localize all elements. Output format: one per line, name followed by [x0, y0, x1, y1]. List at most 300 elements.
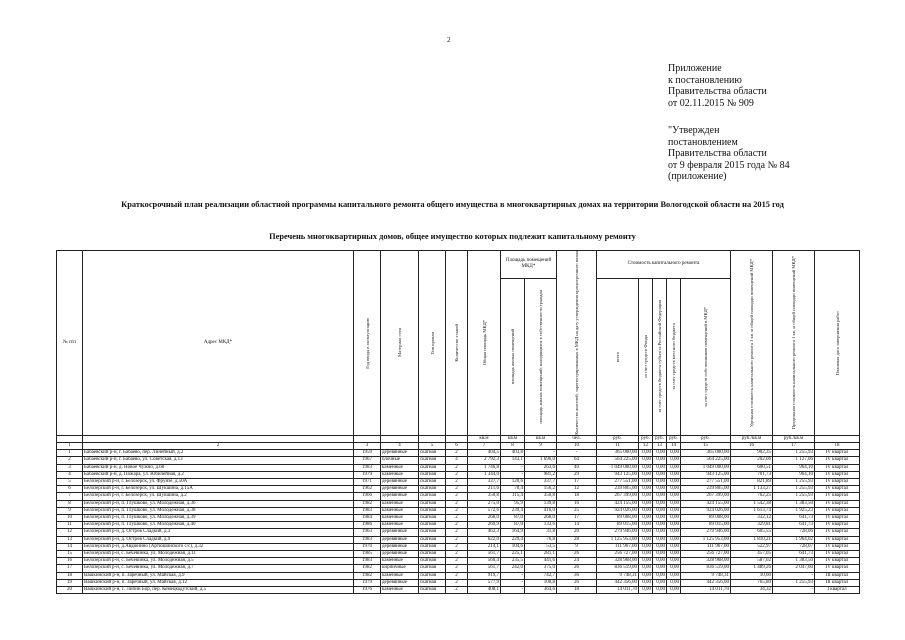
- table-cell: 268,0: [468, 515, 501, 522]
- table-cell: 1982: [354, 565, 381, 572]
- table-row: [57, 536, 860, 543]
- table-cell: 1 255,93: [773, 486, 815, 493]
- table-cell: 1 613,74: [731, 507, 773, 514]
- table-cell: скатная: [419, 464, 446, 471]
- table-cell: Бабаевский р-н, д. Новое Чужно, д.68: [83, 464, 354, 471]
- approved-note: [668, 125, 790, 183]
- table-cell: 1 255,93: [773, 579, 815, 586]
- table-cell: 1967: [354, 457, 381, 464]
- table-cell: скатная: [419, 515, 446, 522]
- table-cell: Белозерский р-н, п. Глушково, ул. Молодежная, д.36: [83, 500, 354, 507]
- table-cell: 0,00: [653, 536, 667, 543]
- table-cell: скатная: [419, 565, 446, 572]
- table-cell: 924 026,00: [681, 507, 731, 514]
- table-cell: каменные: [381, 572, 419, 579]
- table-cell: 2: [446, 587, 468, 594]
- table-cell: 462,3: [468, 529, 501, 536]
- table-row: [57, 493, 860, 500]
- table-cell: 0,00: [653, 500, 667, 507]
- table-cell: 365 000,00: [681, 450, 731, 457]
- table-cell: 20: [57, 587, 83, 594]
- table-cell: 1 133,27: [731, 486, 773, 493]
- table-cell: каменные: [381, 587, 419, 594]
- table-cell: 3: [57, 464, 83, 471]
- table-cell: 337,7: [525, 478, 557, 485]
- table-cell: 111 967,00: [681, 543, 731, 550]
- table-cell: скатная: [419, 529, 446, 536]
- document-subtitle: Перечень многоквартирных домов, общее имущество которых подлежит капитальному ремонту: [269, 232, 636, 241]
- table-cell: 1983: [354, 464, 381, 471]
- unit-cell: [354, 435, 381, 442]
- table-cell: 235,5: [501, 558, 525, 565]
- table-cell: 0,00: [653, 529, 667, 536]
- table-cell: 350,8: [525, 493, 557, 500]
- table-cell: деревянные: [381, 551, 419, 558]
- table-cell: 2: [446, 507, 468, 514]
- table-cell: 29: [557, 471, 597, 478]
- table-cell: 457,05: [731, 551, 773, 558]
- table-cell: 1 383,50: [773, 558, 815, 565]
- column-index-cell: 11: [597, 442, 639, 449]
- table-cell: скатная: [419, 579, 446, 586]
- column-index-cell: 18: [815, 442, 860, 449]
- table-row: [57, 529, 860, 536]
- table-cell: 641,73: [773, 522, 815, 529]
- table-cell: 24: [557, 558, 597, 565]
- table-cell: 2 792,3: [468, 457, 501, 464]
- repair-plan-table: [56, 250, 860, 594]
- table-cell: 1985: [354, 551, 381, 558]
- table-cell: 587,02: [731, 558, 773, 565]
- table-cell: скатная: [419, 478, 446, 485]
- table-cell: 20: [557, 529, 597, 536]
- document-title: Краткосрочный план реализации областной программы капитального ремонта общего имущества в многоквартирных домах на территории Вологодской области на 2015 год: [121, 200, 784, 209]
- table-cell: 2 047,60: [773, 565, 815, 572]
- table-cell: 2: [446, 464, 468, 471]
- table-cell: 17: [557, 515, 597, 522]
- table-cell: деревянные: [381, 529, 419, 536]
- table-cell: Бабаевский р-н, д. Пожара, ул. Юбилейная, д.2: [83, 471, 354, 478]
- table-cell: 0,00: [639, 486, 653, 493]
- table-cell: 10,60: [731, 572, 773, 579]
- unit-cell: кв.м: [468, 435, 501, 442]
- table-cell: IV квартал: [815, 486, 860, 493]
- table-row: [57, 515, 860, 522]
- table-cell: 0,00: [639, 507, 653, 514]
- table-row: [57, 551, 860, 558]
- table-cell: 89 015,00: [681, 522, 731, 529]
- table-cell: 0,00: [653, 579, 667, 586]
- table-cell: 0,00: [653, 450, 667, 457]
- table-cell: 0,00: [653, 493, 667, 500]
- table-cell: 34,32: [731, 587, 773, 594]
- table-cell: 408,1: [468, 587, 501, 594]
- unit-cell: руб.: [639, 435, 653, 442]
- header-address: Адрес МКД*: [83, 251, 354, 436]
- table-cell: 605,55: [731, 529, 773, 536]
- table-cell: 577,9: [468, 579, 501, 586]
- table-cell: 256 727,00: [681, 551, 731, 558]
- approval-line: Приложение: [668, 63, 722, 74]
- table-cell: 0,00: [667, 507, 681, 514]
- table-cell: 1 255,93: [773, 478, 815, 485]
- header-cost-fund: за счет средств Фонда: [639, 278, 653, 435]
- unit-cell: руб./кв.м: [773, 435, 815, 442]
- table-cell: 365 000,00: [597, 450, 639, 457]
- approval-line: от 02.11.2015 № 909: [668, 97, 754, 109]
- table-cell: 1 255,93: [773, 493, 815, 500]
- table-cell: 15: [57, 551, 83, 558]
- table-cell: деревянные: [381, 478, 419, 485]
- table-cell: 1986: [354, 522, 381, 529]
- table-cell: 0,00: [653, 565, 667, 572]
- approved-line: (приложение): [668, 171, 727, 183]
- table-cell: -: [501, 572, 525, 579]
- table-row: [57, 450, 860, 457]
- table-cell: 0,00: [667, 493, 681, 500]
- table-cell: 64: [557, 457, 597, 464]
- table-cell: 424 155,00: [681, 500, 731, 507]
- table-cell: 17: [557, 478, 597, 485]
- table-cell: 1: [57, 450, 83, 457]
- table-cell: 600,51: [731, 464, 773, 471]
- table-cell: блочные: [381, 457, 419, 464]
- header-area-owned: площадь жилых помещений, находящихся в собственности граждан: [525, 278, 557, 435]
- table-cell: 442 356,00: [597, 579, 639, 586]
- table-cell: 0,00: [653, 464, 667, 471]
- table-cell: скатная: [419, 471, 446, 478]
- table-cell: деревянные: [381, 450, 419, 457]
- table-cell: 404,5: [468, 450, 501, 457]
- table-cell: IV квартал: [815, 507, 860, 514]
- table-cell: 0,00: [653, 478, 667, 485]
- table-cell: 4: [446, 457, 468, 464]
- table-cell: 522,97: [731, 543, 773, 550]
- table-cell: IV квартал: [815, 543, 860, 550]
- table-cell: 76,8: [525, 536, 557, 543]
- table-cell: 14: [557, 522, 597, 529]
- table-cell: Белозерский р-н, п. Глушково, ул. Молодежная, д.40: [83, 522, 354, 529]
- table-cell: 1982: [354, 572, 381, 579]
- table-cell: 5: [57, 478, 83, 485]
- table-cell: 1983: [354, 536, 381, 543]
- table-cell: Белозерский р-н, г. Белозерск, ул. Фрунзе, д.50А: [83, 478, 354, 485]
- table-cell: -: [773, 572, 815, 579]
- table-cell: 1 964,02: [773, 536, 815, 543]
- header-unit-cost: Удельная стоимость капитального ремонта 1 кв. м общей площади помещений МКД*: [731, 251, 773, 436]
- table-cell: 18: [557, 493, 597, 500]
- table-row: [57, 464, 860, 471]
- table-cell: 1 049 000,00: [597, 464, 639, 471]
- table-cell: 2: [446, 471, 468, 478]
- table-cell: 87,0: [501, 515, 525, 522]
- table-cell: 424 155,00: [597, 500, 639, 507]
- table-cell: 0,00: [667, 558, 681, 565]
- table-cell: 0,00: [639, 493, 653, 500]
- table-cell: скатная: [419, 551, 446, 558]
- table-cell: 572,6: [468, 507, 501, 514]
- table-cell: 1 255,93: [773, 450, 815, 457]
- table-cell: 441,6: [525, 558, 557, 565]
- table-cell: 1970: [354, 543, 381, 550]
- table-cell: 0,00: [667, 529, 681, 536]
- table-cell: 0,00: [639, 565, 653, 572]
- header-volume: Общая площадь МКД*: [468, 251, 501, 436]
- table-cell: 12: [557, 486, 597, 493]
- header-roof: Тип кровли: [419, 251, 446, 436]
- table-cell: 0,00: [653, 471, 667, 478]
- table-cell: 442 356,00: [681, 579, 731, 586]
- table-cell: -: [557, 450, 597, 457]
- table-cell: 0,00: [639, 587, 653, 594]
- table-cell: 0,00: [667, 457, 681, 464]
- table-cell: 214,1: [468, 543, 501, 550]
- table-cell: 18: [57, 572, 83, 579]
- table-cell: 1 925,23: [773, 507, 815, 514]
- table-cell: Белозерский р-н, д. Остров Сладкий, д.9: [83, 536, 354, 543]
- table-cell: Вашкинский р-н, п. Заречный, ул. Майская, д.9: [83, 572, 354, 579]
- table-cell: 13: [57, 536, 83, 543]
- table-cell: 120,6: [501, 478, 525, 485]
- table-cell: 564 225,00: [681, 457, 731, 464]
- table-cell: 156,2: [525, 486, 557, 493]
- table-cell: IV квартал: [815, 450, 860, 457]
- table-cell: 1983: [354, 507, 381, 514]
- table-cell: IV квартал: [815, 551, 860, 558]
- table-cell: 2: [446, 522, 468, 529]
- table-row: [57, 587, 860, 594]
- column-index-cell: 15: [681, 442, 731, 449]
- table-cell: 0,00: [639, 558, 653, 565]
- table-cell: Белозерский р-н, с. Бечевинка, ул. Молодежная, д.7: [83, 565, 354, 572]
- table-cell: 239,4: [501, 507, 525, 514]
- table-cell: 2: [446, 572, 468, 579]
- table-cell: 4: [57, 471, 83, 478]
- table-cell: 2: [446, 558, 468, 565]
- table-row: [57, 522, 860, 529]
- unit-cell: [815, 435, 860, 442]
- table-cell: 728,07: [773, 543, 815, 550]
- table-cell: 0,00: [667, 543, 681, 550]
- table-cell: 0,00: [667, 450, 681, 457]
- header-wall: Материал стен: [381, 251, 419, 436]
- table-cell: 0,00: [639, 515, 653, 522]
- table-cell: 9 748,31: [681, 572, 731, 579]
- table-row: [57, 457, 860, 464]
- table-cell: -: [501, 579, 525, 586]
- table-cell: 641,73: [773, 551, 815, 558]
- table-cell: Белозерский р-н, г. Белозерск, ул. Шукшина, д.15А: [83, 486, 354, 493]
- header-limit-cost: Предельная стоимость капитального ремонта 1 кв. м общей площади помещений МКД*: [773, 251, 815, 436]
- table-cell: 202,06: [731, 457, 773, 464]
- header-cost-owners: за счет средств собственников помещений в МКД*: [681, 278, 731, 435]
- table-cell: Белозерский р-н, п. Глушково, ул. Молодежная, д.38: [83, 507, 354, 514]
- column-index-cell: 6: [446, 442, 468, 449]
- table-cell: 2: [446, 529, 468, 536]
- table-cell: 0,00: [653, 587, 667, 594]
- unit-cell: руб.: [653, 435, 667, 442]
- table-cell: 561,7: [468, 565, 501, 572]
- table-cell: Белозерский р-н, д.Авдюнино (Артюшинского с/с), д.32: [83, 543, 354, 550]
- unit-cell: кв.м: [525, 435, 557, 442]
- column-index-row: [57, 442, 860, 449]
- approval-note: [668, 63, 767, 109]
- table-cell: 0,00: [639, 551, 653, 558]
- unit-cell: руб./кв.м: [731, 435, 773, 442]
- column-index-cell: 16: [731, 442, 773, 449]
- table-cell: 2: [446, 486, 468, 493]
- table-cell: 17: [57, 565, 83, 572]
- table-cell: 1971: [354, 478, 381, 485]
- table-cell: 0,00: [653, 543, 667, 550]
- table-cell: 641,73: [773, 515, 815, 522]
- table-cell: деревянные: [381, 543, 419, 550]
- table-cell: 267 399,00: [597, 493, 639, 500]
- table-cell: Белозерский р-н, д. Остров Сладкий, д.3: [83, 529, 354, 536]
- header-floors: Количество этажей: [446, 251, 468, 436]
- table-row: [57, 486, 860, 493]
- table-cell: -: [525, 450, 557, 457]
- table-cell: III квартал: [815, 572, 860, 579]
- table-cell: каменные: [381, 515, 419, 522]
- table-cell: IV квартал: [815, 471, 860, 478]
- unit-cell: [57, 435, 83, 442]
- table-cell: 26: [557, 565, 597, 572]
- table-cell: 0,00: [667, 478, 681, 485]
- table-cell: 1979: [354, 471, 381, 478]
- header-cost-region: за счет средств бюджета субъекта Российской Федерации: [653, 278, 667, 435]
- table-cell: IV квартал: [815, 565, 860, 572]
- table-row: [57, 565, 860, 572]
- column-index-cell: 5: [419, 442, 446, 449]
- table-cell: 1982: [354, 500, 381, 507]
- table-cell: 0,00: [667, 536, 681, 543]
- column-index-cell: 13: [653, 442, 667, 449]
- table-row: [57, 471, 860, 478]
- approval-line: к постановлению: [668, 74, 742, 86]
- table-cell: -: [501, 587, 525, 594]
- table-cell: 350,8: [468, 493, 501, 500]
- table-cell: 0,00: [667, 572, 681, 579]
- header-cost-group: Стоимость капитального ремонта: [597, 251, 731, 279]
- header-deadline: Плановая дата завершения работ: [815, 251, 860, 436]
- table-cell: 0,00: [667, 551, 681, 558]
- table-cell: кирпичные: [381, 565, 419, 572]
- table-cell: 1966: [354, 493, 381, 500]
- table-cell: 6: [57, 486, 83, 493]
- table-cell: IV квартал: [815, 478, 860, 485]
- table-cell: -: [501, 471, 525, 478]
- units-row: [57, 435, 860, 442]
- table-cell: 836 519,00: [597, 565, 639, 572]
- table-cell: -: [773, 587, 815, 594]
- column-index-cell: 8: [501, 442, 525, 449]
- table-cell: деревянные: [381, 579, 419, 586]
- table-cell: 564 225,00: [597, 457, 639, 464]
- approved-line: Правительства области: [668, 148, 767, 160]
- table-cell: 1 542,38: [731, 500, 773, 507]
- table-cell: скатная: [419, 587, 446, 594]
- column-index-cell: 9: [525, 442, 557, 449]
- table-cell: 9: [57, 507, 83, 514]
- table-cell: 115,4: [501, 493, 525, 500]
- approved-line: постановлением: [668, 136, 738, 148]
- table-cell: скатная: [419, 536, 446, 543]
- table-cell: 964,10: [773, 471, 815, 478]
- table-cell: 2: [446, 565, 468, 572]
- table-cell: 1 125 953,00: [597, 536, 639, 543]
- table-cell: 89 015,00: [597, 522, 639, 529]
- table-cell: 1959: [354, 450, 381, 457]
- table-cell: IV квартал: [815, 500, 860, 507]
- table-cell: 0,00: [639, 572, 653, 579]
- table-cell: 902,35: [731, 450, 773, 457]
- table-cell: 1 049 000,00: [681, 464, 731, 471]
- table-cell: 2: [446, 478, 468, 485]
- approval-line: Правительства области: [668, 86, 767, 98]
- table-cell: 1 746,8: [468, 464, 501, 471]
- table-cell: 0,00: [639, 522, 653, 529]
- table-cell: 2: [446, 493, 468, 500]
- unit-cell: [381, 435, 419, 442]
- table-cell: 0,00: [639, 529, 653, 536]
- table-cell: 275,0: [468, 500, 501, 507]
- table-cell: 0,00: [639, 457, 653, 464]
- table-cell: 0,00: [639, 471, 653, 478]
- table-cell: 0,00: [653, 486, 667, 493]
- table-cell: 14 011,70: [597, 587, 639, 594]
- table-cell: IV квартал: [815, 522, 860, 529]
- table-cell: скатная: [419, 507, 446, 514]
- table-cell: 269,9: [468, 522, 501, 529]
- table-cell: 2: [446, 515, 468, 522]
- table-cell: 1 696,0: [525, 457, 557, 464]
- table-cell: 1 810,21: [731, 536, 773, 543]
- table-cell: 10: [57, 515, 83, 522]
- table-cell: 0,00: [653, 457, 667, 464]
- table-cell: 560,4: [468, 558, 501, 565]
- table-cell: 0,00: [653, 558, 667, 565]
- table-cell: 242,0: [501, 565, 525, 572]
- table-cell: 762,25: [731, 493, 773, 500]
- table-cell: 0,00: [667, 565, 681, 572]
- table-cell: IV квартал: [815, 464, 860, 471]
- header-cost-local: за счет средств местного бюджета: [667, 278, 681, 435]
- table-cell: 239 805,00: [597, 486, 639, 493]
- table-cell: 1 383,50: [773, 500, 815, 507]
- table-cell: 1 489,26: [731, 565, 773, 572]
- table-cell: 981,2: [525, 471, 557, 478]
- unit-cell: [446, 435, 468, 442]
- table-cell: 1976: [354, 587, 381, 594]
- table-row: [57, 500, 860, 507]
- table-cell: скатная: [419, 493, 446, 500]
- table-cell: 337,7: [468, 478, 501, 485]
- table-cell: 9 748,31: [597, 572, 639, 579]
- table-cell: IV квартал: [815, 529, 860, 536]
- table-cell: 332,12: [731, 515, 773, 522]
- table-cell: 1963: [354, 529, 381, 536]
- column-index-cell: 2: [83, 442, 354, 449]
- table-cell: 728,06: [773, 529, 815, 536]
- table-cell: 0,00: [667, 500, 681, 507]
- table-cell: скатная: [419, 572, 446, 579]
- table-cell: 1983: [354, 558, 381, 565]
- header-area-all: площадь жилых помещений: [501, 278, 525, 435]
- table-cell: 229,4: [501, 536, 525, 543]
- table-cell: 0,00: [667, 486, 681, 493]
- table-cell: 89 008,00: [597, 515, 639, 522]
